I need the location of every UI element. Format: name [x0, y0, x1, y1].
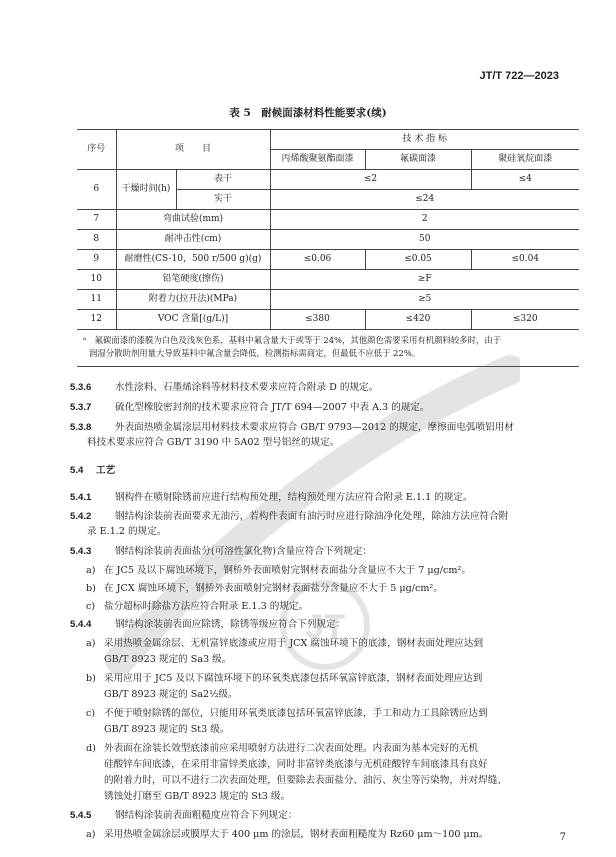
list-text: GB/T 8923 规定的 Sa2½级。	[104, 689, 238, 700]
row-value: ≤24	[270, 190, 579, 210]
row-value: ≤0.04	[471, 250, 579, 270]
clause-text: 外表面热喷金属涂层用材料技术要求应符合 GB/T 9793—2012 的规定，摩擦面电弧喷铝用材	[115, 422, 514, 433]
row-value: 50	[270, 230, 579, 250]
list-text: 采用热喷金属涂层或膜厚大于 400 μm 的涂层，钢材表面粗糙度为 Rz60 μm～100 μm。	[104, 829, 489, 840]
list-text: 硅酸锌车间底漆，在采用非富锌类底漆，同时非富锌类底漆与无机硅酸锌车间底漆具有良好	[104, 759, 488, 770]
list-marker: c)	[86, 601, 96, 612]
row-value: ≤0.06	[270, 250, 365, 270]
row-subitem: 表干	[176, 170, 270, 190]
clause-number: 5.3.6	[70, 382, 92, 393]
row-seq: 11	[77, 290, 116, 310]
list-marker: a)	[86, 638, 96, 649]
page-number: 7	[559, 832, 566, 843]
row-item: 耐冲击性(cm)	[116, 230, 270, 250]
clause-text: 钢结构涂装前表面盐分(可溶性氯化物)含量应符合下列规定：	[115, 546, 372, 557]
th-col-2: 氟碳面漆	[365, 150, 471, 170]
row-item: 干燥时间(h)	[116, 170, 176, 210]
list-text: 采用应用于 JC5 及以下腐蚀环境下的环氧类底漆包括环氧富锌底漆，钢材表面处理应达到	[104, 673, 483, 684]
clause-text: 硫化型橡胶密封剂的技术要求应符合 JT/T 694—2007 中表 A.3 的规定。	[115, 402, 430, 413]
row-value: ≤2	[270, 170, 471, 190]
row-seq: 10	[77, 270, 116, 290]
th-seq: 序号	[77, 130, 116, 170]
list-marker: b)	[86, 673, 96, 684]
clause-text: 料技术要求应符合 GB/T 3190 中 5A02 型号铝丝的规定。	[87, 437, 340, 448]
list-marker: c)	[86, 708, 96, 719]
clause-text: 钢结构涂装前表面应除锈，除锈等级应符合下列规定：	[115, 619, 346, 630]
list-marker: d)	[86, 743, 96, 754]
list-text: 在 JC5 及以下腐蚀环境下，钢桥外表面喷射完钢材表面盐分含量应不大于 7 μg/cm²。	[104, 565, 471, 576]
clause-number: 5.4.1	[70, 492, 92, 503]
clause-number: 5.4.5	[70, 810, 92, 821]
row-item: 铅笔硬度(擦伤)	[116, 270, 270, 290]
clause-number: 5.3.7	[70, 402, 92, 413]
row-seq: 12	[77, 310, 116, 330]
row-value: ≤0.05	[365, 250, 471, 270]
list-text: 的附着力时，可以不进行二次表面处理，但要除去表面盐分、油污、灰尘等污染物，并对焊缝、	[104, 775, 507, 786]
list-text: 不便于喷射除锈的部位，只能用环氧类底漆包括环氧富锌底漆，手工和动力工具除锈应达到	[104, 708, 488, 719]
row-seq: 8	[77, 230, 116, 250]
row-seq: 7	[77, 210, 116, 230]
list-marker: a)	[86, 829, 96, 840]
clause-text: 钢结构涂装前表面粗糙度应符合下列规定：	[115, 810, 298, 821]
jt-logo: JT	[305, 608, 345, 646]
table-title: 表 5 耐候面漆材料性能要求(续)	[229, 107, 387, 119]
row-value: 2	[270, 210, 579, 230]
list-text: GB/T 8923 规定的 St3 级。	[104, 724, 230, 735]
standard-number: JT/T 722—2023	[479, 70, 559, 82]
row-item: 耐磨性(CS-10，500 r/500 g)(g)	[116, 250, 270, 270]
th-col-3: 聚硅氧烷面漆	[471, 150, 579, 170]
row-value: ≤380	[270, 310, 365, 330]
row-value: ≥F	[270, 270, 579, 290]
th-item: 项 目	[116, 130, 270, 170]
list-text: 在 JCX 腐蚀环境下，钢桥外表面喷射完钢材表面盐分含量应不大于 5 μg/cm²。	[104, 583, 443, 594]
section-title: 工艺	[96, 465, 116, 476]
table-footnote	[77, 330, 579, 367]
row-seq: 6	[77, 170, 116, 210]
clause-number: 5.4.4	[70, 619, 92, 630]
footnote-line: ᵃ 氟碳面漆的漆膜为白色及浅灰色系，基料中氟含量大于或等于 24%，其他颜色需要采用有机颜料较多时，由于	[83, 335, 502, 345]
list-text: 采用热喷金属涂层、无机富锌底漆或应用于 JCX 腐蚀环境下的底漆，钢材表面处理应达到	[104, 638, 484, 649]
th-col-1: 丙烯酸聚氨酯面漆	[270, 150, 365, 170]
row-subitem: 实干	[176, 190, 270, 210]
row-item: 附着力(拉开法)(MPa)	[116, 290, 270, 310]
list-text: 锈蚀处打磨至 GB/T 8923 规定的 St3 级。	[104, 791, 291, 802]
clause-text: 水性涂料、石墨烯涂料等材料技术要求应符合附录 D 的规定。	[115, 382, 379, 393]
row-seq: 9	[77, 250, 116, 270]
list-text: 盐分超标时除盐方法应符合附录 E.1.3 的规定。	[104, 601, 309, 612]
row-value: ≥5	[270, 290, 579, 310]
list-marker: a)	[86, 565, 96, 576]
clause-text: 钢结构涂装前表面要求无油污，若构件表面有油污时应进行除油净化处理，除油方法应符合附	[115, 511, 509, 522]
spec-table	[77, 129, 579, 367]
row-item: VOC 含量[(g/L)]	[116, 310, 270, 330]
section-number: 5.4	[70, 465, 84, 476]
row-value: ≤4	[471, 170, 579, 190]
clause-number: 5.3.8	[70, 422, 92, 433]
list-marker: b)	[86, 583, 96, 594]
clause-text: 录 E.1.2 的规定。	[87, 526, 167, 537]
clause-text: 钢构件在喷射除锈前应进行结构预处理，结构预处理方法应符合附录 E.1.1 的规定。	[115, 492, 473, 503]
row-value: ≤320	[471, 310, 579, 330]
list-text: 外表面在涂装长效型底漆前应采用喷射方法进行二次表面处理。内表面为基本完好的无机	[104, 743, 479, 754]
th-tech: 技 术 指 标	[270, 130, 579, 150]
clause-number: 5.4.3	[70, 546, 92, 557]
row-value: ≤420	[365, 310, 471, 330]
footnote-line: 润湿分散助剂用量大导致基料中氟含量会降低，检测指标需商定，但最低不应低于 22%。	[89, 348, 421, 359]
row-item: 弯曲试验(mm)	[116, 210, 270, 230]
clause-number: 5.4.2	[70, 511, 92, 522]
list-text: GB/T 8923 规定的 Sa3 级。	[104, 654, 232, 665]
